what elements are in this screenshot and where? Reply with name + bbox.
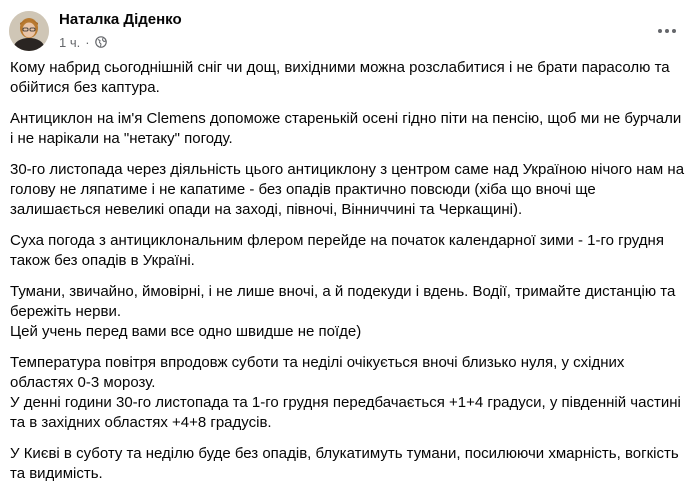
post-meta — [59, 34, 107, 50]
meta-separator: · — [85, 34, 90, 50]
post-header — [0, 0, 694, 60]
post-paragraph: Температура повітря впродовж суботи та неділі очікується вночі близько нуля, у східних областях 0-3 морозу. У денні години 30-го листопада та 1-го грудня передбачається +1+4 градуси, у південній частині та в західних областях +4+8 градусів. — [10, 354, 681, 431]
post-paragraph: Антициклон на ім'я Clemens допоможе старенькій осені гідно піти на пенсію, щоб ми не бурчали і не нарікали на "нетаку" погоду. — [10, 110, 682, 147]
post-paragraph: Кому набрид сьогоднішній сніг чи дощ, вихідними можна розслабитися і не брати парасолю та обійтися без каптура. — [10, 59, 670, 96]
post-paragraph: 30-го листопада через діяльність цього антициклону з центром саме над Україною нічого нам на голову не ляпатиме і не капатиме - без опадів практично повсюди (хіба що вночі ще залишається невеликі опади на заході, півночі, Вінниччині та Черкащині). — [10, 161, 685, 218]
post-paragraph: Суха погода з антициклональним флером перейде на початок календарної зими - 1-го грудня також без опадів в Україні. — [10, 232, 664, 269]
avatar-image — [9, 11, 49, 51]
post-paragraph: Тумани, звичайно, ймовірні, і не лише вночі, а й подекуди і вдень. Водії, тримайте дистанцію та бережіть нерви. Цей учень перед вами все одно швидше не поїде) — [10, 283, 676, 340]
more-horizontal-icon — [657, 21, 677, 39]
author-name[interactable]: Наталка Діденко — [59, 11, 182, 28]
post-time[interactable]: 1 ч. — [59, 34, 81, 50]
more-options-button[interactable] — [652, 17, 682, 43]
post-paragraph: У Києві в суботу та неділю буде без опадів, блукатимуть тумани, посилюючи хмарність, вогкість та видимість. — [10, 445, 679, 482]
post-body — [10, 58, 686, 495]
globe-icon — [95, 36, 107, 48]
author-avatar[interactable] — [9, 11, 49, 51]
